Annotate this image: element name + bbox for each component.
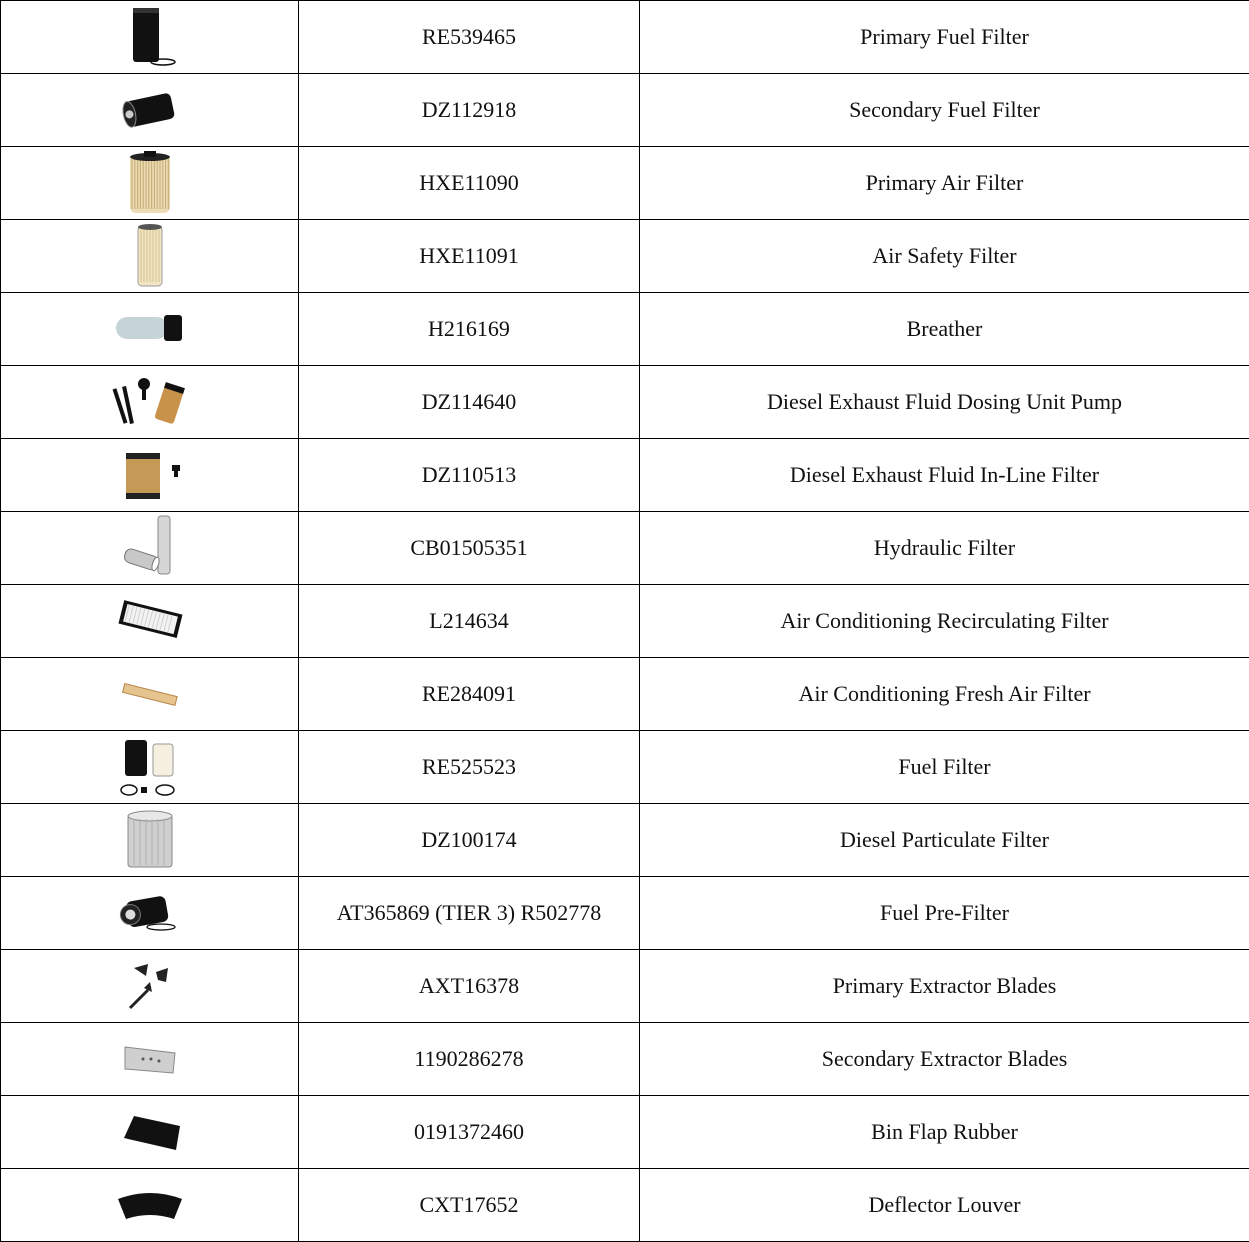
part-description-cell: Diesel Exhaust Fluid Dosing Unit Pump xyxy=(640,366,1249,439)
part-number-cell: DZ114640 xyxy=(299,366,640,439)
part-image-cell xyxy=(1,1096,299,1169)
part-description-cell: Hydraulic Filter xyxy=(640,512,1249,585)
part-image-cell xyxy=(1,1023,299,1096)
part-description-cell: Breather xyxy=(640,293,1249,366)
part-image-cell xyxy=(1,585,299,658)
table-row xyxy=(1,731,1249,804)
part-number-cell: AT365869 (TIER 3) R502778 xyxy=(299,877,640,950)
table-row xyxy=(1,1023,1249,1096)
part-number-cell: RE284091 xyxy=(299,658,640,731)
part-image-cell xyxy=(1,1169,299,1242)
part-description-cell: Fuel Filter xyxy=(640,731,1249,804)
table-row xyxy=(1,804,1249,877)
part-number-cell: HXE11090 xyxy=(299,147,640,220)
part-number-cell: RE539465 xyxy=(299,1,640,74)
louver-icon xyxy=(1,1185,298,1225)
part-number-cell: DZ100174 xyxy=(299,804,640,877)
part-description-cell: Primary Fuel Filter xyxy=(640,1,1249,74)
table-row xyxy=(1,439,1249,512)
part-description-cell: Primary Extractor Blades xyxy=(640,950,1249,1023)
parts-table-body xyxy=(1,1,1249,1242)
part-image-cell xyxy=(1,950,299,1023)
part-number-cell: L214634 xyxy=(299,585,640,658)
table-row xyxy=(1,1096,1249,1169)
table-row xyxy=(1,366,1249,439)
part-number-cell: 0191372460 xyxy=(299,1096,640,1169)
part-number-cell: DZ110513 xyxy=(299,439,640,512)
extractor-blades-icon xyxy=(1,958,298,1014)
part-image-cell xyxy=(1,731,299,804)
part-image-cell xyxy=(1,1,299,74)
table-row xyxy=(1,1,1249,74)
part-image-cell xyxy=(1,804,299,877)
part-image-cell xyxy=(1,220,299,293)
part-image-cell xyxy=(1,366,299,439)
part-description-cell: Secondary Extractor Blades xyxy=(640,1023,1249,1096)
rubber-flap-icon xyxy=(1,1110,298,1154)
part-description-cell: Fuel Pre-Filter xyxy=(640,877,1249,950)
fuel-prefilter-icon xyxy=(1,889,298,937)
part-number-cell: 1190286278 xyxy=(299,1023,640,1096)
breather-icon xyxy=(1,309,298,349)
part-description-cell: Air Conditioning Fresh Air Filter xyxy=(640,658,1249,731)
table-row xyxy=(1,220,1249,293)
part-image-cell xyxy=(1,658,299,731)
cabin-panel-filter-icon xyxy=(1,597,298,645)
fuel-filter-kit-icon xyxy=(1,734,298,800)
part-number-cell: CB01505351 xyxy=(299,512,640,585)
def-inline-filter-icon xyxy=(1,445,298,505)
part-description-cell: Diesel Exhaust Fluid In-Line Filter xyxy=(640,439,1249,512)
black-spin-on-filter-icon xyxy=(1,85,298,135)
part-description-cell: Diesel Particulate Filter xyxy=(640,804,1249,877)
part-description-cell: Air Conditioning Recirculating Filter xyxy=(640,585,1249,658)
table-row xyxy=(1,1169,1249,1242)
part-description-cell: Deflector Louver xyxy=(640,1169,1249,1242)
part-image-cell xyxy=(1,877,299,950)
slim-air-filter-icon xyxy=(1,222,298,290)
table-row xyxy=(1,585,1249,658)
part-image-cell xyxy=(1,293,299,366)
particulate-filter-icon xyxy=(1,807,298,873)
table-row xyxy=(1,658,1249,731)
part-image-cell xyxy=(1,147,299,220)
part-image-cell xyxy=(1,439,299,512)
fresh-air-panel-filter-icon xyxy=(1,674,298,714)
part-number-cell: RE525523 xyxy=(299,731,640,804)
part-description-cell: Secondary Fuel Filter xyxy=(640,74,1249,147)
table-row xyxy=(1,293,1249,366)
table-row xyxy=(1,877,1249,950)
part-image-cell xyxy=(1,512,299,585)
part-image-cell xyxy=(1,74,299,147)
part-description-cell: Bin Flap Rubber xyxy=(640,1096,1249,1169)
def-pump-kit-icon xyxy=(1,372,298,432)
part-number-cell: CXT17652 xyxy=(299,1169,640,1242)
part-description-cell: Primary Air Filter xyxy=(640,147,1249,220)
pleated-air-filter-icon xyxy=(1,149,298,217)
part-number-cell: HXE11091 xyxy=(299,220,640,293)
part-number-cell: DZ112918 xyxy=(299,74,640,147)
table-row xyxy=(1,512,1249,585)
table-row xyxy=(1,147,1249,220)
part-description-cell: Air Safety Filter xyxy=(640,220,1249,293)
table-row xyxy=(1,950,1249,1023)
tall-black-canister-filter-icon xyxy=(1,4,298,70)
part-number-cell: H216169 xyxy=(299,293,640,366)
hydraulic-filter-icon xyxy=(1,514,298,582)
part-number-cell: AXT16378 xyxy=(299,950,640,1023)
secondary-blade-icon xyxy=(1,1039,298,1079)
table-row xyxy=(1,74,1249,147)
